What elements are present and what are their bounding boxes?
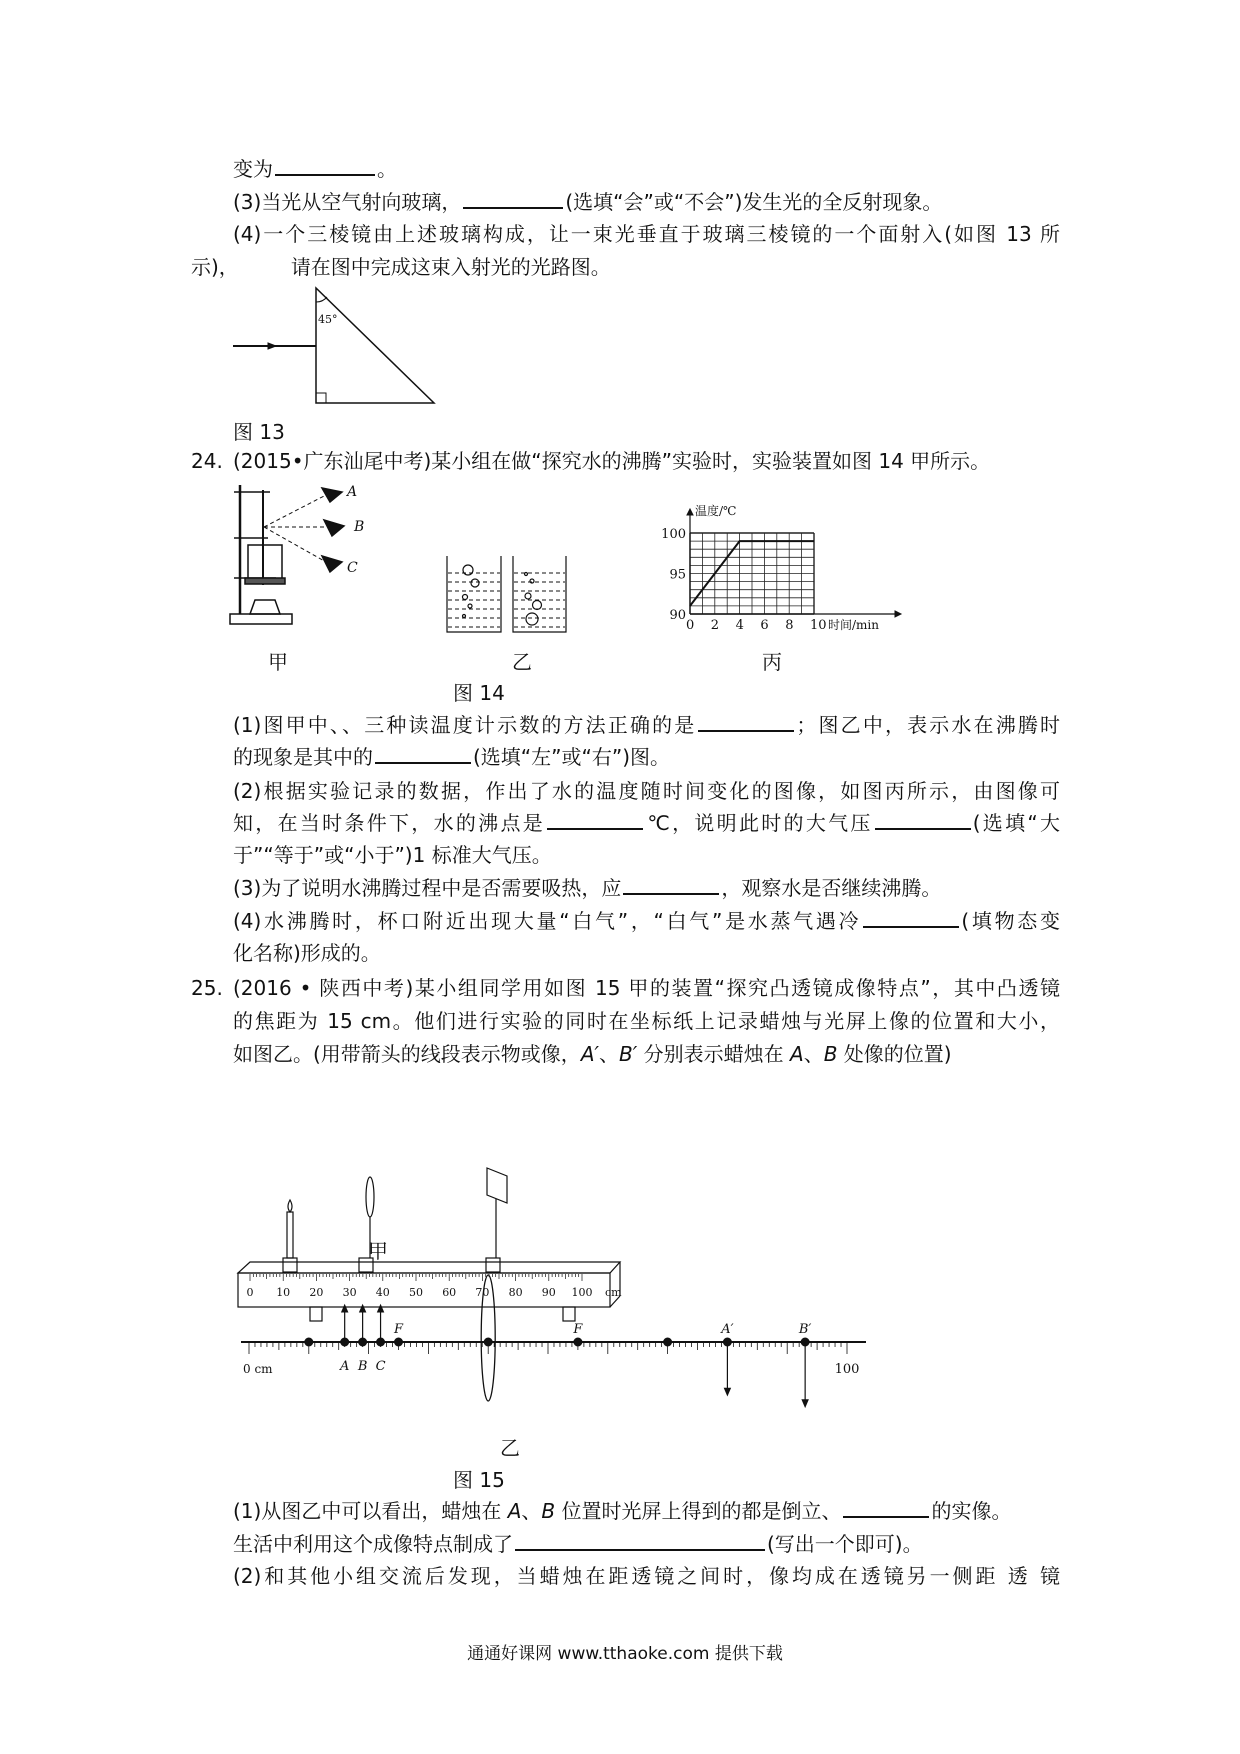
- text: (1)从图乙中可以看出，蜡烛在: [233, 1499, 508, 1523]
- text: 示)，: [191, 255, 239, 279]
- text: 知，在当时条件下，水的沸点是: [233, 811, 546, 835]
- x-tick-label: 0: [686, 618, 695, 633]
- stand-base: [230, 614, 292, 624]
- page-footer: 通通好课网 www.tthaoke.com 提供下载: [467, 1644, 783, 1664]
- x-tick-label: 8: [785, 618, 794, 633]
- arrow-icon: [802, 1400, 808, 1407]
- focus-label: F: [573, 1322, 583, 1337]
- text: 分别表示蜡烛在: [637, 1042, 791, 1066]
- eye-label-a: A: [347, 484, 358, 500]
- eye-label-c: C: [347, 560, 358, 576]
- text: (写出一个即可)。: [767, 1532, 923, 1556]
- ruler-label: 30: [342, 1286, 357, 1299]
- arrow-icon: [268, 343, 276, 349]
- beaker-left: [447, 556, 501, 632]
- lens: [366, 1177, 374, 1217]
- arrow-icon: [687, 509, 693, 515]
- lens-holder: [359, 1258, 373, 1272]
- point-dot: [305, 1338, 313, 1346]
- ruler-label: 50: [409, 1286, 423, 1299]
- point-dot: [395, 1338, 403, 1346]
- ruler-label: 20: [309, 1286, 324, 1299]
- text: (4)水沸腾时，杯口附近出现大量“白气”，“白气”是水蒸气遇冷: [233, 909, 862, 933]
- text: (3)为了说明水沸腾过程中是否需要吸热，应: [233, 876, 622, 900]
- ruler-label: 80: [508, 1286, 523, 1299]
- fig14-temperature-chart: [661, 503, 901, 633]
- text: (3)当光从空气射向玻璃，: [233, 190, 462, 214]
- text: (填物态变: [961, 909, 1060, 933]
- image-label: B′: [798, 1322, 812, 1337]
- triangle: [316, 288, 434, 403]
- text: (2)和其他小组交流后发现，当蜡烛在距透镜之间时，像均成在透镜另一侧: [233, 1564, 976, 1588]
- text: 、: [803, 1042, 824, 1066]
- ruler-unit: cm: [605, 1286, 622, 1299]
- x-axis-label: 时间/min: [828, 618, 879, 632]
- eye-icon: [322, 488, 344, 572]
- q24-p2-line3: 于”“等于”或“小于”)1 标准大气压。: [233, 843, 552, 867]
- object-label: A: [339, 1359, 350, 1374]
- focus-label: F: [393, 1322, 404, 1337]
- text: B: [823, 1042, 838, 1066]
- ruler-label: 100: [571, 1286, 593, 1299]
- bench-top: [238, 1262, 620, 1273]
- q24-p4-line2: 化名称)形成的。: [233, 941, 381, 965]
- text: ℃，说明此时的大气压: [645, 811, 873, 835]
- text: 、: [599, 1042, 620, 1066]
- text: 变为: [233, 157, 273, 181]
- text: (选填“会”或“不会”)发生光的全反射现象。: [565, 190, 943, 214]
- text: 、: [521, 1499, 542, 1523]
- alcohol-lamp: [250, 600, 280, 614]
- axis-end-label: 100: [834, 1362, 860, 1377]
- x-tick-label: 10: [810, 618, 827, 633]
- text: A: [790, 1042, 804, 1066]
- text: B′: [619, 1042, 638, 1066]
- text: (选填“大: [972, 811, 1061, 835]
- q25-number: 25.: [191, 976, 223, 1000]
- bench-leg: [310, 1307, 322, 1321]
- bench-leg: [563, 1307, 575, 1321]
- arrow-icon: [724, 1388, 730, 1395]
- fig14-label-bing: 丙: [762, 650, 782, 674]
- text: 位置时光屏上得到的都是倒立、: [555, 1499, 842, 1523]
- ruler-label: 60: [442, 1286, 457, 1299]
- text: (选填“左”或“右”)图。: [473, 745, 671, 769]
- object-label: C: [375, 1359, 386, 1374]
- text: ；图乙中，表示水在沸腾时: [796, 713, 1060, 737]
- y-tick-label: 100: [661, 527, 686, 542]
- text: 。: [377, 157, 397, 181]
- q24-number: 24.: [191, 449, 223, 473]
- screen-holder: [486, 1258, 500, 1272]
- beaker-right: [513, 556, 566, 632]
- ruler-label: 40: [375, 1286, 390, 1299]
- image-label: A′: [721, 1322, 734, 1337]
- candle: [287, 1212, 293, 1258]
- angle-label: 45°: [318, 313, 338, 326]
- text: A′: [580, 1042, 600, 1066]
- text: B: [541, 1499, 556, 1523]
- y-tick-label: 95: [669, 567, 686, 583]
- x-tick-label: 4: [735, 618, 744, 633]
- q25-stem-line2: 的焦距为 15 cm。他们进行实验的同时在坐标纸上记录蜡烛与光屏上像的位置和大小，: [233, 1009, 1060, 1033]
- flame-icon: [288, 1200, 292, 1212]
- ruler-label: 90: [541, 1286, 556, 1299]
- figure-15-caption: 图 15: [453, 1468, 505, 1492]
- q25-stem-line1: (2016 • 陕西中考)某小组同学用如图 15 甲的装置“探究凸透镜成像特点”，其中凸透镜: [233, 976, 1060, 1000]
- figure-13-caption: 图 13: [233, 420, 285, 444]
- x-tick-label: 2: [710, 618, 720, 633]
- text: 请在图中完成这束入射光的光路图。: [290, 255, 611, 279]
- point-dot: [574, 1338, 582, 1346]
- point-dot: [484, 1338, 492, 1346]
- figure-14-caption: 图 14: [453, 681, 505, 705]
- text: 距 透 镜: [975, 1564, 1060, 1588]
- fig14-label-yi: 乙: [512, 650, 532, 674]
- object-label: B: [357, 1359, 368, 1374]
- light-screen: [487, 1168, 507, 1203]
- text: 的现象是其中的: [233, 745, 373, 769]
- axis-start-label: 0 cm: [243, 1362, 273, 1376]
- arrow-icon: [360, 1305, 366, 1312]
- y-axis-label: 温度/℃: [695, 504, 737, 518]
- fig14-apparatus: [230, 484, 364, 624]
- x-tick-label: 6: [760, 618, 769, 633]
- q23-part4-line1: (4)一个三棱镜由上述玻璃构成，让一束光垂直于玻璃三棱镜的一个面射入(如图 13 所: [233, 222, 1060, 246]
- fig15-optical-bench: [238, 1168, 622, 1321]
- y-tick-label: 90: [669, 608, 686, 623]
- text: ，观察水是否继续沸腾。: [721, 876, 942, 900]
- figure-13-prism: [233, 288, 434, 403]
- fig15-label-yi: 乙: [500, 1436, 520, 1460]
- arrow-icon: [378, 1305, 384, 1312]
- ruler-label: 0: [246, 1286, 254, 1299]
- text: A: [507, 1499, 522, 1523]
- text: 的实像。: [931, 1499, 1012, 1523]
- fig14-beakers: [447, 556, 566, 632]
- fig14-label-jia: 甲: [268, 650, 288, 674]
- text: 如图乙。(用带箭头的线段表示物或像，: [233, 1042, 581, 1066]
- ruler-label: 10: [276, 1286, 291, 1299]
- q24-p2-line1: (2)根据实验记录的数据，作出了水的温度随时间变化的图像，如图丙所示，由图像可: [233, 779, 1060, 803]
- right-angle-mark: [316, 393, 326, 403]
- text: 处像的位置): [837, 1042, 952, 1066]
- eye-label-b: B: [354, 519, 365, 535]
- candle-holder: [283, 1258, 297, 1272]
- beaker: [248, 545, 282, 580]
- wire-gauze: [245, 578, 285, 584]
- point-dot: [664, 1338, 672, 1346]
- ruler-label: 70: [475, 1286, 490, 1299]
- text: 生活中利用这个成像特点制成了: [233, 1532, 513, 1556]
- text: (1)图甲中、、三种读温度计示数的方法正确的是: [233, 713, 697, 737]
- q24-stem: (2015•广东汕尾中考)某小组在做“探究水的沸腾”实验时，实验装置如图 14 甲所示。: [233, 449, 991, 473]
- arrow-icon: [895, 611, 901, 617]
- fig15-label-jia: 甲: [368, 1239, 388, 1263]
- arrow-icon: [342, 1305, 348, 1312]
